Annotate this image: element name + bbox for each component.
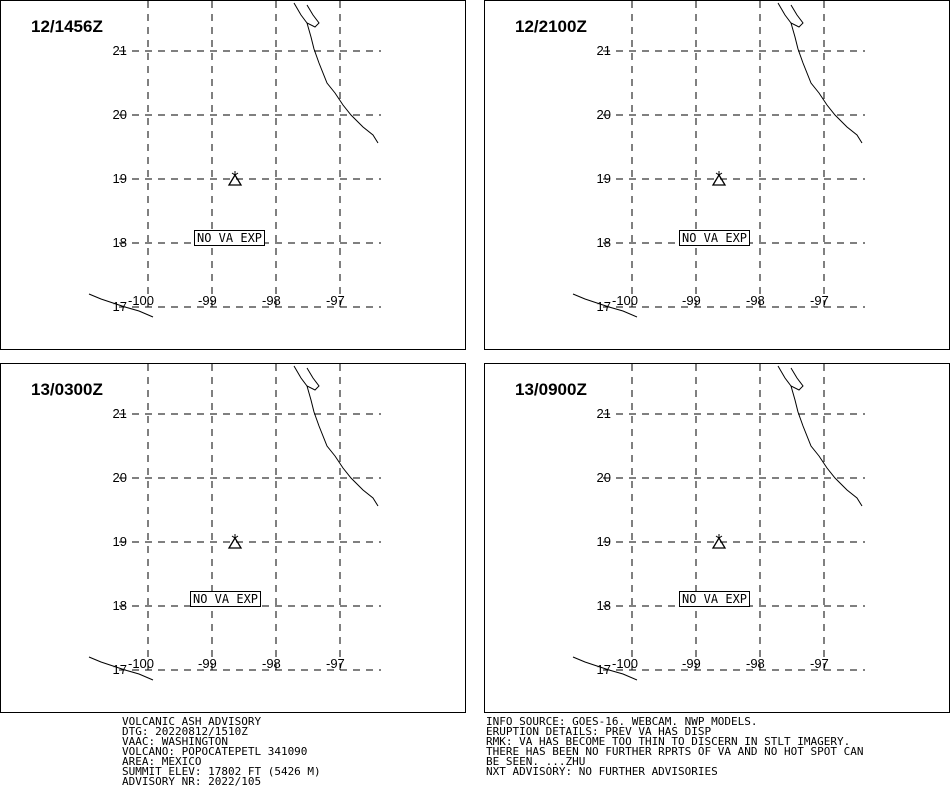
panel-time: 13/0300Z bbox=[31, 380, 103, 399]
map-panel-3 bbox=[0, 363, 466, 713]
latitude-label: 18 bbox=[596, 235, 611, 250]
latitude-label: 20 bbox=[112, 470, 127, 485]
advisory-line: THERE HAS BEEN NO FURTHER RPRTS OF VA AND NO HOT SPOT CAN bbox=[486, 745, 864, 758]
coastline-gulf bbox=[294, 366, 378, 506]
advisory-line: BE SEEN. ...ZHU bbox=[486, 755, 586, 768]
coastline-gulf bbox=[778, 3, 862, 143]
va-status-box: NO VA EXP bbox=[190, 591, 261, 607]
advisory-line: INFO SOURCE: GOES-16. WEBCAM. NWP MODELS. bbox=[486, 715, 758, 728]
longitude-label: -98 bbox=[746, 293, 765, 308]
latitude-label: 21 bbox=[112, 406, 127, 421]
latitude-label: 19 bbox=[596, 534, 611, 549]
map-panel-1 bbox=[0, 0, 466, 350]
advisory-line: SUMMIT ELEV: 17802 FT (5426 M) bbox=[122, 765, 321, 778]
longitude-label: -100 bbox=[612, 656, 639, 671]
longitude-label: -100 bbox=[128, 656, 155, 671]
latitude-label: 18 bbox=[596, 598, 611, 613]
latitude-label: 21 bbox=[112, 43, 127, 58]
longitude-label: -98 bbox=[262, 656, 281, 671]
longitude-label: -98 bbox=[262, 293, 281, 308]
advisory-line: ADVISORY NR: 2022/105 bbox=[122, 775, 262, 788]
latitude-label: 21 bbox=[596, 406, 611, 421]
latitude-label: 20 bbox=[112, 107, 127, 122]
longitude-label: -97 bbox=[810, 656, 829, 671]
latitude-label: 17 bbox=[112, 299, 127, 314]
longitude-label: -97 bbox=[326, 293, 345, 308]
coastline-gulf bbox=[778, 366, 862, 506]
va-status-box: NO VA EXP bbox=[679, 591, 750, 607]
advisory-line: VAAC: WASHINGTON bbox=[122, 735, 228, 748]
coastline-gulf bbox=[294, 3, 378, 143]
advisory-line: DTG: 20220812/1510Z bbox=[122, 725, 248, 738]
longitude-label: -99 bbox=[682, 656, 701, 671]
latitude-label: 20 bbox=[596, 470, 611, 485]
latitude-label: 17 bbox=[596, 662, 611, 677]
latitude-label: 20 bbox=[596, 107, 611, 122]
longitude-label: -97 bbox=[810, 293, 829, 308]
longitude-label: -99 bbox=[198, 656, 217, 671]
panel-time: 12/2100Z bbox=[515, 17, 587, 36]
map-panel-4 bbox=[484, 363, 950, 713]
longitude-label: -99 bbox=[682, 293, 701, 308]
advisory-line: RMK: VA HAS BECOME TOO THIN TO DISCERN IN STLT IMAGERY. bbox=[486, 735, 851, 748]
latitude-label: 19 bbox=[112, 171, 127, 186]
advisory-text-left bbox=[122, 717, 321, 787]
latitude-label: 18 bbox=[112, 235, 127, 250]
latitude-label: 21 bbox=[596, 43, 611, 58]
map-panel-2 bbox=[484, 0, 950, 350]
panel-time: 12/1456Z bbox=[31, 17, 103, 36]
longitude-label: -97 bbox=[326, 656, 345, 671]
panel-time: 13/0900Z bbox=[515, 380, 587, 399]
latitude-label: 17 bbox=[112, 662, 127, 677]
va-status-box: NO VA EXP bbox=[194, 230, 265, 246]
longitude-label: -100 bbox=[612, 293, 639, 308]
advisory-line: NXT ADVISORY: NO FURTHER ADVISORIES bbox=[486, 765, 718, 778]
longitude-label: -98 bbox=[746, 656, 765, 671]
latitude-label: 17 bbox=[596, 299, 611, 314]
advisory-line: ERUPTION DETAILS: PREV VA HAS DISP bbox=[486, 725, 712, 738]
advisory-text-right bbox=[486, 717, 864, 777]
latitude-label: 19 bbox=[596, 171, 611, 186]
longitude-label: -99 bbox=[198, 293, 217, 308]
advisory-line: AREA: MEXICO bbox=[122, 755, 202, 768]
latitude-label: 19 bbox=[112, 534, 127, 549]
va-status-box: NO VA EXP bbox=[679, 230, 750, 246]
latitude-label: 18 bbox=[112, 598, 127, 613]
longitude-label: -100 bbox=[128, 293, 155, 308]
advisory-line: VOLCANIC ASH ADVISORY bbox=[122, 715, 262, 728]
advisory-line: VOLCANO: POPOCATEPETL 341090 bbox=[122, 745, 308, 758]
